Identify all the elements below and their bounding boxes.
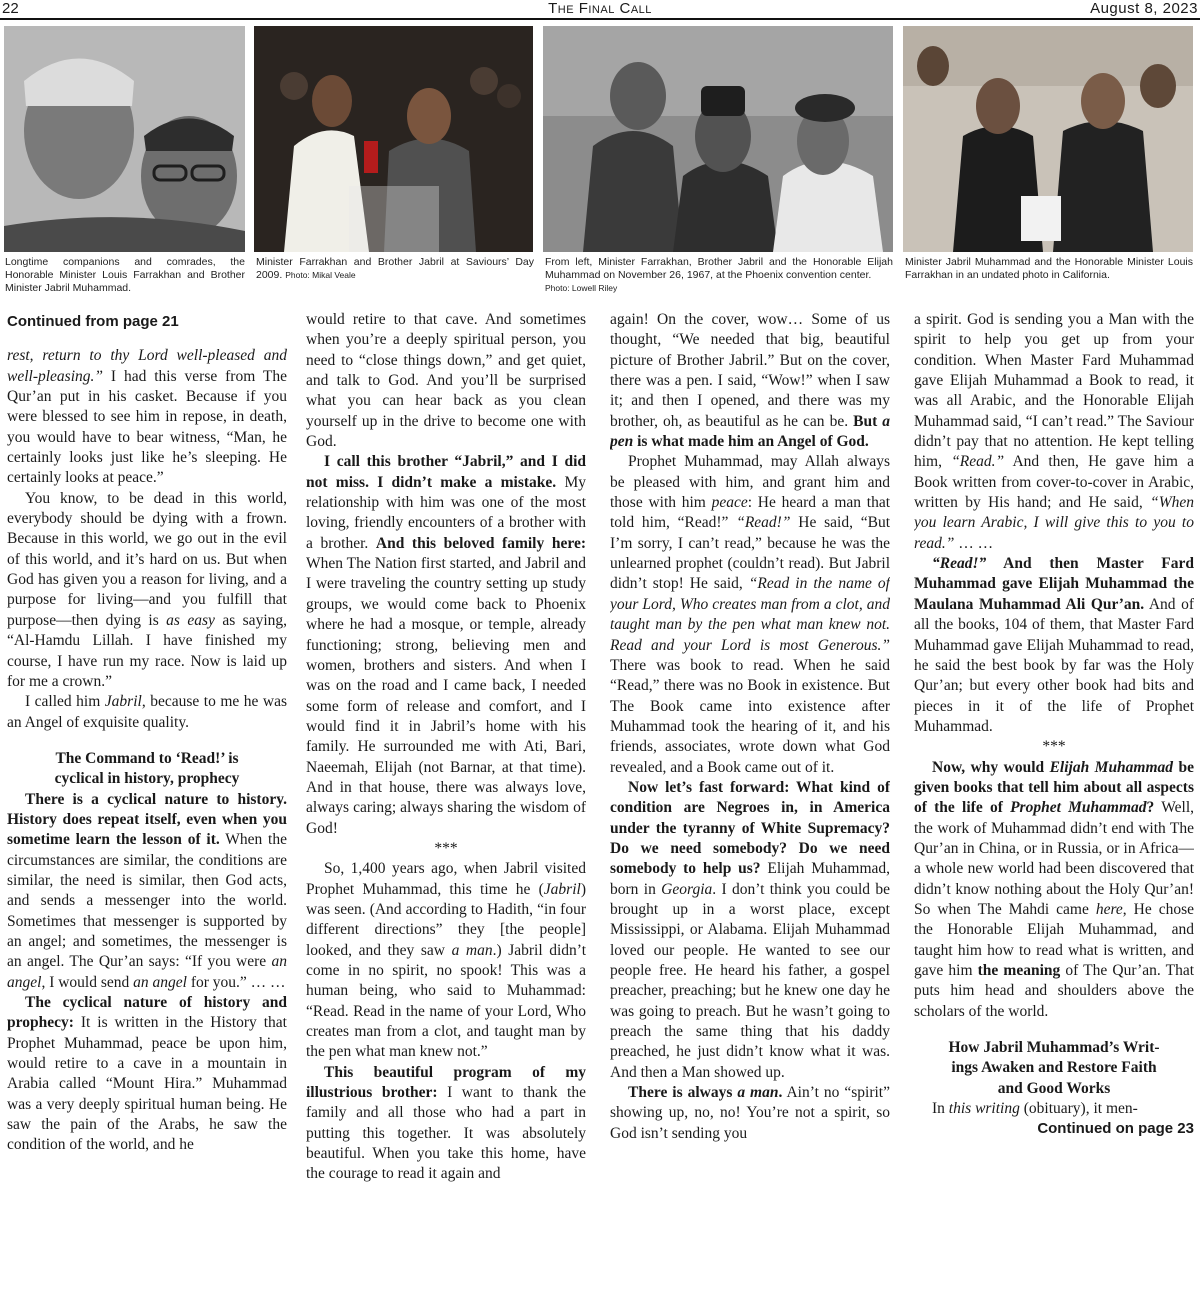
paragraph: There is a cyclical nature to history. History does repeat itself, even when you sometime learn the lesson of it. When the circumstances are similar, the conditions are similar, the need is similar, then God acts, and sends a messenger into the world. Sometimes that messenger is supported by an angel; and sometimes, the messenger is an angel. The Qur’an says: “If you were an angel, I would send an angel for you.” … … xyxy=(7,790,287,991)
page-header xyxy=(0,0,1200,20)
paragraph: In this writing (obituary), it men- xyxy=(932,1100,1138,1118)
page-number: 22 xyxy=(2,0,19,17)
photo-saviours-day-2009 xyxy=(254,26,533,252)
paragraph: Now, why would Elijah Muhammad be given books that tell him about all aspects of the life of Prophet Muhammad? Well, the work of Muhammad didn’t end with The Qur’an in China, or in Russia, or in Africa—a whole new world had been discovered that didn’t know nothing about the Holy Qur’an! So when The Mahdi came here, He chose the Honorable Elijah Muhammad, and taught him how to read what is written, and gave him the meaning of The Qur’an. That puts him head and shoulders above the scholars of the world. xyxy=(914,758,1194,1020)
paragraph: a spirit. God is sending you a Man with the spirit to help you get up from your condition. When Master Fard Muhammad gave Elijah Muhammad a Book to read, it was all Arabic, and the Honorable Elijah Muhammad said, “I can’t read.” The Saviour didn’t pay that no attention. He kept telling him, “Read.” And then, He gave him a Book written from cover-to-cover in Arabic, written by His hand; and He said, “When you learn Arabic, I will give this to you to read.” … … xyxy=(914,311,1194,552)
article-column-2 xyxy=(306,310,586,1298)
continued-from-label: Continued from page 21 xyxy=(7,313,179,330)
paragraph: I call this brother “Jabril,” and I did not miss. I didn’t make a mistake. My relationship with him was one of the most loving, friendly encounters of a brother with a brother. And this beloved family here: When The Nation first started, and Jabril and I were traveling the country setting up study groups, we would come back to Phoenix where he had a mosque, or temple, already functioning; strong, believing men and women, brothers and sisters. And when I was on the road and I came back, I needed some form of release and comfort, and I would find it in Jabril’s home with his family. He surrounded me with Ati, Bari, Naeemah, Elijah (not Barnar, at that time). And in that house, there was always love, always caring; always sharing the wisdom of God! xyxy=(306,453,586,837)
paragraph: again! On the cover, wow… Some of us thought, “We needed that big, beautiful picture of Brother Jabril.” But on the cover, there was a pen. I said, “Wow!” when I saw it; and then I opened, and there was my brother, oh, as beautiful as he can be. But a pen is what made him an Angel of God. xyxy=(610,311,890,451)
issue-date: August 8, 2023 xyxy=(1090,0,1198,17)
paragraph: Prophet Muhammad, may Allah always be pleased with him, and grant him and those with him peace: He heard a man that told him, “Read!” “Read!” He said, “But I’m sorry, I can’t read,” because he was the unlearned prophet (couldn’t read). But Jabril didn’t stop! He said, “Read in the name of your Lord, Who creates man from a clot, and taught man by the pen what man knew not. Read and your Lord is most Generous.” There was book to read. When he said “Read,” there was no Book in existence. But The Book came into existence after Muhammad took the hearing of it, and his friends, associates, wrote down what God revealed, and a Book came out of it. xyxy=(610,453,890,776)
subheading: How Jabril Muhammad’s Writ- ings Awaken and Restore Faith and Good Works xyxy=(948,1039,1160,1097)
photo-phoenix-1967 xyxy=(543,26,893,252)
paragraph: “Read!” And then Master Fard Muhammad gave Elijah Muhammad the Maulana Muhammad Ali Qur’an. And of all the books, 104 of them, that Master Fard Muhammad gave Elijah Muhammad to read, he said the best book by far was the Holy Qur’an; but every other book had bits and pieces in it of the life of Prophet Muhammad. xyxy=(914,555,1194,735)
article-column-1 xyxy=(7,310,287,1298)
paragraph: would retire to that cave. And sometimes when you’re a deeply spiritual person, you need to “close things down,” and get quiet, and talk to God. And you’ll be surprised what you can hear back as you clean yourself up in the drive to become one with God. xyxy=(306,311,586,451)
paragraph: You know, to be dead in this world, everybody should be dying with a frown. Because in this world, we go out in the evil of this world, and it’s hard on us. But when God has given you a reason for living, and a purpose for living—and you fulfill that purpose—then dying is as easy as saying, “Al-Hamdu Lillah. I have finished my course, I have run my race. Now is laid up for me a crown.” xyxy=(7,489,287,690)
paragraph: rest, return to thy Lord well-pleased and well-pleasing.” I had this verse from The Qur’an put in his casket. Because if you were blessed to see him in repose, in death, you would have to bear witness, “Man, he certainly looks just like he’s sleeping. He certainly looks at peace.” xyxy=(7,347,287,487)
paragraph: Now let’s fast forward: What kind of condition are Negroes in, in America under the tyranny of White Supremacy? Do we need somebody? Do we need somebody to help us? Elijah Muhammad, born in Georgia. I don’t think you could be brought up in a worst place, except Mississippi, or Alabama. Elijah Muhammad loved our people. He wanted to see our people free. He heard his father, a gospel preacher, preaching; but he knew one day he was going to preach. But he wasn’t going to preach the same thing that his daddy preached, he just didn’t know what it was. And then a Man showed up. xyxy=(610,778,890,1081)
photo-credit: Photo: Mikal Veale xyxy=(285,270,356,280)
continued-on-label: Continued on page 23 xyxy=(1037,1120,1194,1138)
photo-credit: Photo: Lowell Riley xyxy=(545,283,618,293)
paragraph: I called him Jabril, because to me he was an Angel of exquisite quality. xyxy=(7,693,287,731)
publication-name: The Final Call xyxy=(548,0,652,17)
photo-farrakhan-jabril-portrait xyxy=(4,26,245,252)
paragraph: There is always a man. Ain’t no “spirit” showing up, no, no! You’re not a spirit, so God isn’t sending you xyxy=(610,1084,890,1142)
paragraph: So, 1,400 years ago, when Jabril visited Prophet Muhammad, this time he (Jabril) was seen. (And according to Hadith, “in four different directions” they [the people] looked, and they saw a man.) Jabril didn’t come in no spirit, no spook! This was a human being, who said to Muhammad: “Read. Read in the name of your Lord, Who creates man from a clot, and taught man by the pen what man knew not.” xyxy=(306,860,586,1061)
article-column-4 xyxy=(914,310,1194,1298)
photo-caption-3: From left, Minister Farrakhan, Brother Jabril and the Honorable Elijah Muhammad on November 26, 1967, at the Phoenix convention center. Photo: Lowell Riley xyxy=(545,256,893,293)
section-divider: *** xyxy=(434,839,458,857)
paragraph: This beautiful program of my illustrious brother: I want to thank the family and all those who had a part in putting this together. It was absolutely beautiful. When you take this home, have the courage to read it again and xyxy=(306,1063,586,1183)
photo-caption-1: Longtime companions and comrades, the Honorable Minister Louis Farrakhan and Brother Minister Jabril Muhammad. xyxy=(5,256,245,294)
subheading: The Command to ‘Read!’ is cyclical in history, prophecy xyxy=(54,749,240,788)
photo-caption-2: Minister Farrakhan and Brother Jabril at Saviours’ Day 2009. Photo: Mikal Veale xyxy=(256,256,534,281)
photo-california-undated xyxy=(903,26,1193,252)
paragraph: The cyclical nature of history and prophecy: It is written in the History that Prophet Muhammad, peace be upon him, would retire to a cave in a mountain in Arabia called “Mount Hira.” Muhammad was a very deeply spiritual human being. He saw the pain of the Arabs, he saw the condition of the world, and he xyxy=(7,994,287,1154)
photo-caption-4: Minister Jabril Muhammad and the Honorable Minister Louis Farrakhan in an undated photo in California. xyxy=(905,256,1193,281)
section-divider: *** xyxy=(1042,738,1066,756)
article-column-3 xyxy=(610,310,890,1298)
